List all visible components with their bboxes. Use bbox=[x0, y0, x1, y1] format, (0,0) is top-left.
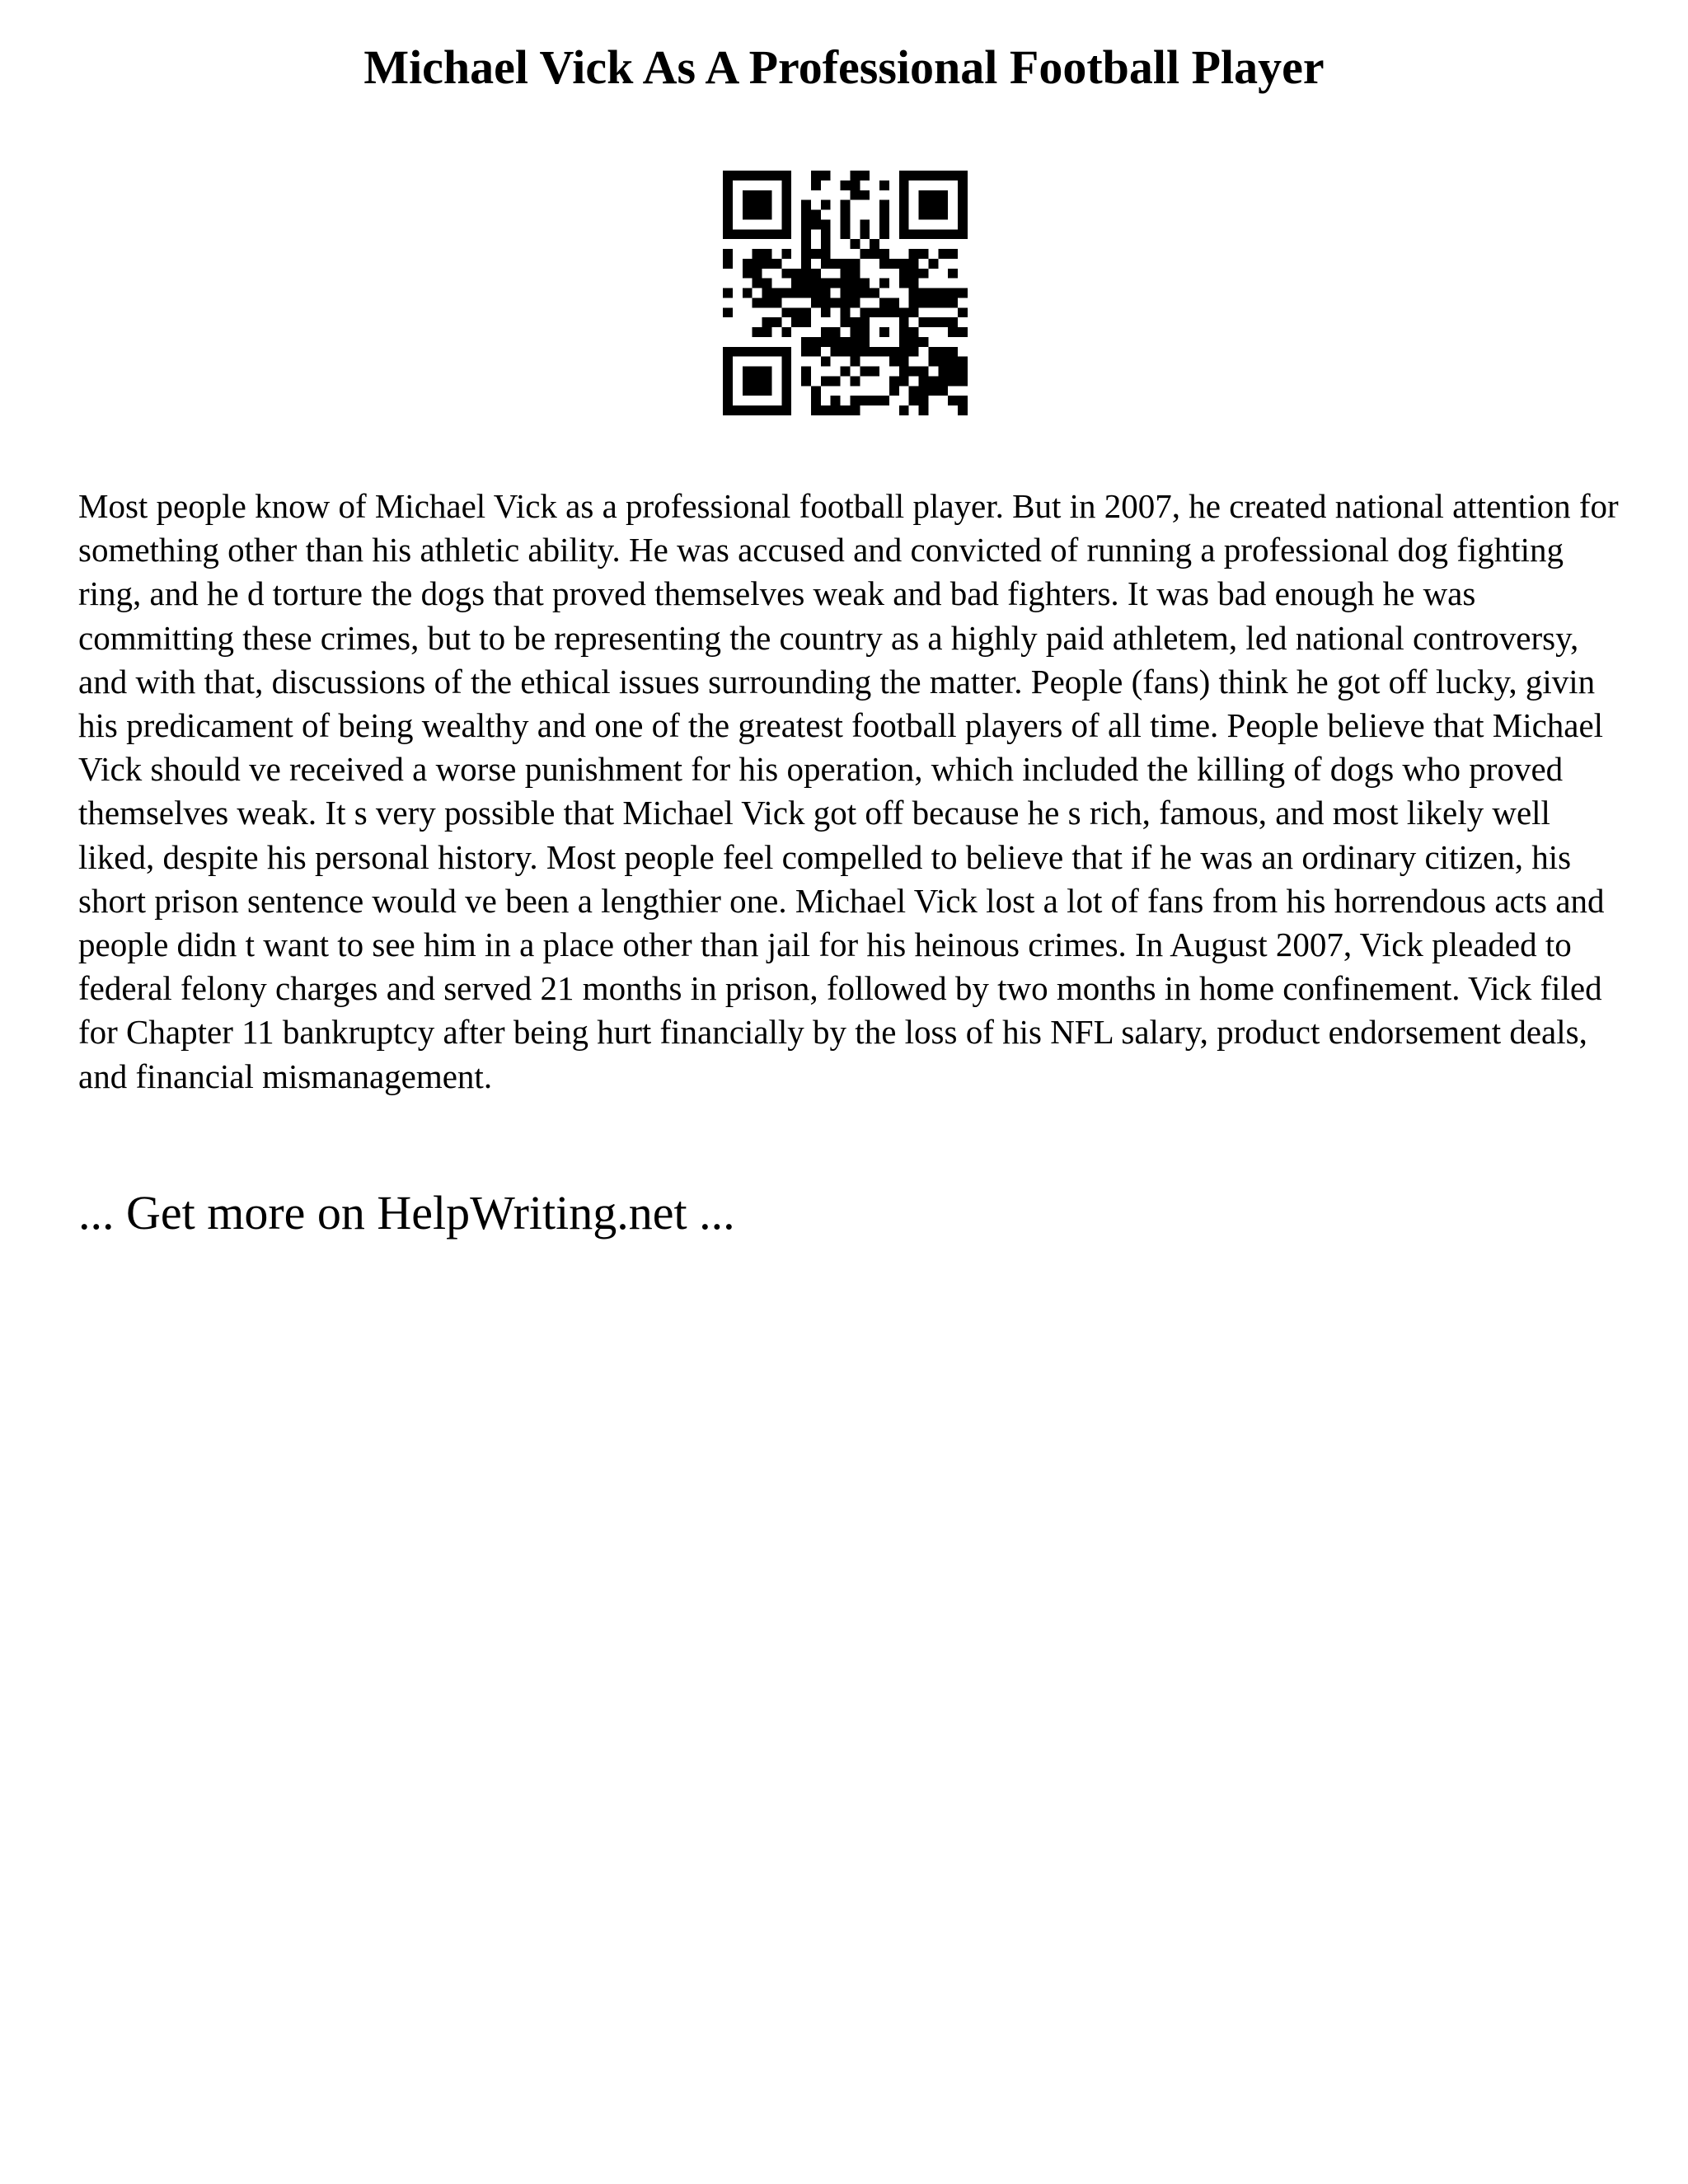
get-more-link[interactable]: ... Get more on HelpWriting.net ... bbox=[78, 1186, 735, 1240]
essay-body-text: Most people know of Michael Vick as a professional football player. But in 2007, he created national attention for something other than his athletic ability. He was accused and convicted of running a professional dog fighting ring, and he d torture the dogs that proved themselves weak and bad fighters. It was bad enough he was committing these crimes, but to be representing the country as a highly paid athletem, led national controversy, and with that, discussions of the ethical issues surrounding the matter. People (fans) think he got off lucky, givin his predicament of being wealthy and one of the greatest football players of all time. People believe that Michael Vick should ve received a worse punishment for his operation, which included the killing of dogs who proved themselves weak. It s very possible that Michael Vick got off because he s rich, famous, and most likely well liked, despite his personal history. Most people feel compelled to believe that if he was an ordinary citizen, his short prison sentence would ve been a lengthier one. Michael Vick lost a lot of fans from his horrendous acts and people didn t want to see him in a place other than jail for his heinous crimes. In August 2007, Vick pleaded to federal felony charges and served 21 months in prison, followed by two months in home confinement. Vick filed for Chapter 11 bankruptcy after being hurt financially by the loss of his NFL salary, product endorsement deals, and financial mismanagement. bbox=[78, 487, 1619, 1095]
qr-code-icon[interactable] bbox=[723, 171, 968, 415]
qr-code-graphic bbox=[723, 171, 968, 415]
page-title: Michael Vick As A Professional Football Player bbox=[363, 40, 1325, 94]
